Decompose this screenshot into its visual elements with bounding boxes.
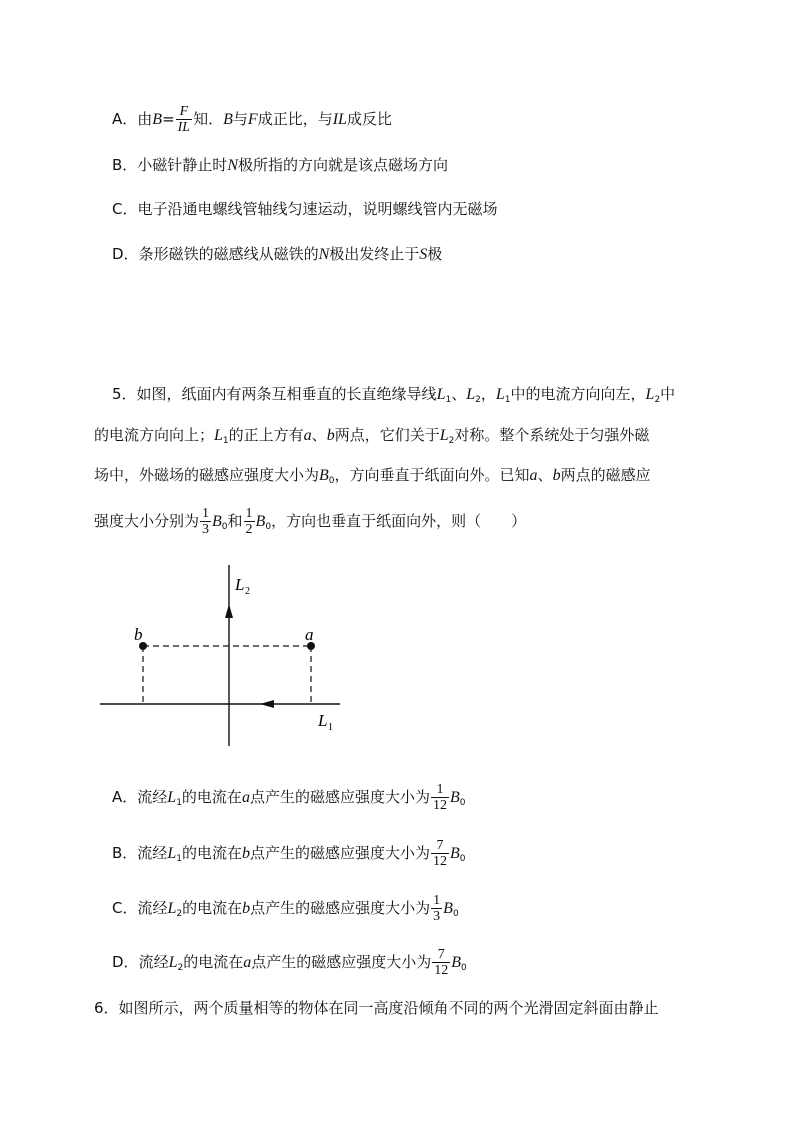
q6-stem-line1 bbox=[94, 996, 794, 1020]
option-label: B． bbox=[112, 156, 138, 174]
subscript: 0 bbox=[328, 476, 335, 486]
var-S: S bbox=[419, 246, 428, 263]
subscript: 2 bbox=[654, 395, 661, 405]
fraction-one-third bbox=[200, 506, 211, 537]
var-F: F bbox=[247, 111, 258, 128]
text: 与 bbox=[232, 110, 248, 128]
text: 场中，外磁场的磁感应强度大小为 bbox=[94, 466, 320, 484]
subscript: 0 bbox=[461, 963, 467, 973]
subscript: 1 bbox=[176, 854, 182, 864]
denominator: 12 bbox=[432, 798, 447, 813]
numerator: 1 bbox=[245, 506, 253, 521]
var-B: B bbox=[319, 467, 329, 484]
text: 、 bbox=[451, 385, 467, 403]
var-L: L bbox=[466, 386, 476, 403]
text: 点产生的磁感应强度大小为 bbox=[251, 953, 432, 971]
arrow-left-icon bbox=[260, 700, 274, 708]
label-L2-subscript: 2 bbox=[245, 586, 250, 597]
text: 极 bbox=[427, 245, 443, 263]
text: 和 bbox=[227, 512, 243, 530]
var-L: L bbox=[439, 427, 449, 444]
label-L1-subscript: 1 bbox=[328, 722, 333, 733]
equals: = bbox=[162, 110, 175, 128]
var-L: L bbox=[495, 386, 505, 403]
var-point: b bbox=[241, 845, 250, 862]
option-label: D． bbox=[112, 245, 139, 263]
q5-figure bbox=[90, 560, 360, 755]
text: 条形磁铁的磁感线从磁铁的 bbox=[138, 245, 319, 263]
var-B: B bbox=[449, 789, 460, 806]
numerator: 1 bbox=[202, 506, 210, 521]
numerator: 1 bbox=[433, 893, 441, 908]
q5-stem-line2 bbox=[94, 423, 794, 453]
var-B: B bbox=[449, 845, 460, 862]
text: ，方向也垂直于纸面向外，则（ ） bbox=[271, 512, 527, 530]
text: 两点，它们关于 bbox=[334, 426, 440, 444]
var-B: B bbox=[255, 513, 266, 530]
subscript: 0 bbox=[459, 798, 466, 808]
var-point: a bbox=[241, 789, 250, 806]
text: 如图，纸面内有两条互相垂直的长直绝缘导线 bbox=[136, 385, 437, 403]
q4-option-d bbox=[112, 242, 794, 267]
fraction bbox=[431, 838, 449, 869]
text: 、 bbox=[311, 426, 327, 444]
text: 电子沿通电螺线管轴线匀速运动，说明螺线管内无磁场 bbox=[137, 200, 498, 218]
text: 极所指的方向就是该点磁场方向 bbox=[237, 156, 448, 174]
subscript: 0 bbox=[265, 522, 272, 532]
text: 强度大小分别为 bbox=[94, 512, 200, 530]
var-N: N bbox=[318, 246, 330, 263]
numerator: 7 bbox=[432, 947, 450, 963]
text: 的电流在 bbox=[183, 953, 244, 971]
subscript: 2 bbox=[176, 909, 183, 919]
fraction bbox=[432, 947, 450, 978]
denominator: 12 bbox=[432, 854, 447, 869]
subscript: 0 bbox=[452, 909, 459, 919]
var-IL: IL bbox=[332, 111, 347, 128]
fraction bbox=[431, 893, 442, 924]
q4-option-c bbox=[112, 197, 794, 221]
var-B: B bbox=[223, 111, 233, 128]
var-point: a bbox=[243, 954, 252, 971]
option-label: C． bbox=[112, 899, 138, 917]
var-N: N bbox=[227, 157, 238, 174]
var-B: B bbox=[451, 954, 462, 971]
var-a: a bbox=[529, 467, 538, 484]
label-a: a bbox=[305, 625, 314, 644]
var-L: L bbox=[436, 386, 446, 403]
text: 的电流在 bbox=[181, 788, 242, 806]
label-b: b bbox=[134, 625, 143, 644]
q5-option-b bbox=[112, 838, 794, 871]
var-L: L bbox=[167, 900, 177, 917]
question-number: 6． bbox=[94, 999, 119, 1017]
text: 流经 bbox=[137, 844, 168, 862]
text: 、 bbox=[537, 466, 553, 484]
q4-option-b bbox=[112, 153, 794, 178]
subscript: 1 bbox=[222, 436, 229, 446]
text: 如图所示，两个质量相等的物体在同一高度沿倾角不同的两个光滑固定斜面由静止 bbox=[118, 999, 659, 1017]
text: ，方向垂直于纸面向外。已知 bbox=[334, 466, 530, 484]
text: 知． bbox=[193, 110, 224, 128]
denominator: 2 bbox=[245, 522, 253, 537]
question-number: 5． bbox=[112, 385, 137, 403]
var-B: B bbox=[443, 900, 453, 917]
var-L: L bbox=[167, 845, 177, 862]
subscript: 1 bbox=[176, 798, 182, 808]
numerator: F bbox=[179, 104, 189, 119]
text: 的电流方向向上； bbox=[94, 426, 215, 444]
fraction-one-half bbox=[244, 506, 255, 537]
option-label: A． bbox=[112, 788, 138, 806]
subscript: 1 bbox=[445, 395, 452, 405]
text: 由 bbox=[137, 110, 153, 128]
subscript: 0 bbox=[221, 522, 228, 532]
denominator: 12 bbox=[434, 963, 449, 978]
option-label: A． bbox=[112, 110, 138, 128]
q4-option-a bbox=[112, 104, 794, 135]
q5-option-c bbox=[112, 893, 794, 926]
q5-option-d bbox=[112, 947, 794, 980]
var-b: b bbox=[326, 427, 335, 444]
text: 成反比 bbox=[346, 110, 392, 128]
q5-stem-line1 bbox=[112, 382, 794, 412]
subscript: 2 bbox=[177, 963, 184, 973]
text: ， bbox=[480, 385, 496, 403]
denominator: 3 bbox=[433, 909, 441, 924]
denominator: 3 bbox=[202, 522, 210, 537]
option-label: C． bbox=[112, 200, 138, 218]
arrow-up-icon bbox=[225, 604, 233, 618]
subscript: 2 bbox=[475, 395, 481, 405]
var-L: L bbox=[167, 789, 177, 806]
var-a: a bbox=[303, 427, 312, 444]
option-label: B． bbox=[112, 844, 138, 862]
fraction bbox=[431, 782, 449, 813]
text: 点产生的磁感应强度大小为 bbox=[249, 788, 430, 806]
var-point: b bbox=[242, 900, 251, 917]
text: 中 bbox=[660, 385, 676, 403]
var-b: b bbox=[552, 467, 561, 484]
q5-option-a bbox=[112, 782, 794, 815]
subscript: 2 bbox=[448, 436, 455, 446]
subscript: 0 bbox=[459, 854, 466, 864]
var-L: L bbox=[168, 954, 178, 971]
text: 的电流在 bbox=[181, 844, 242, 862]
fraction-F-over-IL bbox=[176, 104, 192, 135]
text: 点产生的磁感应强度大小为 bbox=[249, 844, 430, 862]
numerator: 1 bbox=[431, 782, 449, 798]
text: 中的电流方向向左， bbox=[510, 385, 646, 403]
var-B: B bbox=[152, 111, 163, 128]
text: 小磁针静止时 bbox=[137, 156, 228, 174]
text: 成正比，与 bbox=[257, 110, 333, 128]
text: 流经 bbox=[137, 788, 168, 806]
text: 对称。整个系统处于匀强外磁 bbox=[454, 426, 650, 444]
subscript: 1 bbox=[504, 395, 511, 405]
text: 的电流在 bbox=[182, 899, 243, 917]
text: 的正上方有 bbox=[228, 426, 304, 444]
label-L2: L bbox=[235, 575, 245, 594]
text: 点产生的磁感应强度大小为 bbox=[250, 899, 431, 917]
var-B: B bbox=[212, 513, 222, 530]
text: 流经 bbox=[138, 953, 169, 971]
option-label: D． bbox=[112, 953, 139, 971]
q5-stem-line4 bbox=[94, 506, 794, 539]
numerator: 7 bbox=[431, 838, 449, 854]
text: 极出发终止于 bbox=[329, 245, 420, 263]
q5-stem-line3 bbox=[94, 463, 794, 493]
text: 两点的磁感应 bbox=[560, 466, 651, 484]
text: 流经 bbox=[137, 899, 168, 917]
denominator: IL bbox=[177, 120, 191, 135]
var-L: L bbox=[214, 427, 223, 444]
label-L1: L bbox=[318, 711, 328, 730]
var-L: L bbox=[645, 386, 655, 403]
